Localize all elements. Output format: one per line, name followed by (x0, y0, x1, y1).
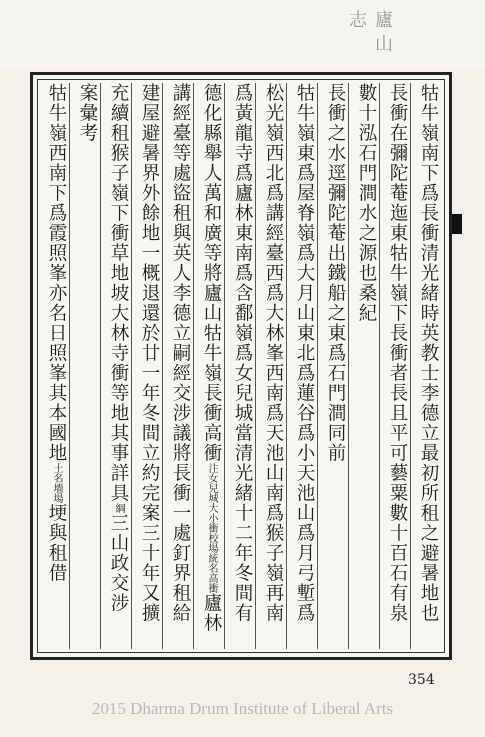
text-column-5: 牯牛嶺東爲屋脊嶺爲大月山東北爲蓮谷爲小天池山爲月弓塹爲 (294, 83, 315, 623)
text-column-4: 長衝之水逕彌陀菴出鐵船之東爲石門澗同前 (325, 83, 346, 463)
text-column-7: 爲黃龍寺爲廬林東南爲含鄱嶺爲女兒城當清光緒十二年冬間有 (232, 83, 253, 623)
page-number: 354 (408, 672, 435, 688)
text-column-8 (196, 83, 226, 649)
text-column-3: 數十泓石門澗水之源也桑紀 (356, 83, 377, 323)
column-13-tail: 埂與租借 (46, 503, 67, 583)
column-13-note: 土名墻場 (51, 463, 62, 503)
column-11-main: 充續租猴子嶺下衝草地坡大林寺衝等地其事詳具 (108, 83, 129, 503)
text-column-10: 建屋避暑界外餘地一概退還於廿一年冬間立約完案三十年又擴 (139, 83, 160, 623)
column-8-tail: 廬林 (201, 593, 222, 633)
column-11-note: 綱 (113, 503, 124, 513)
text-column-2: 長衝在彌陀菴迤東牯牛嶺下長衝者長且平可藝粟數十百石有泉 (387, 83, 408, 623)
top-margin-chars: 廬山志 (346, 10, 393, 58)
previous-page-strip (0, 0, 485, 70)
text-frame (30, 72, 452, 660)
text-column-13 (41, 83, 71, 649)
text-column-1: 牯牛嶺南下爲長衝清光緒時英教士李德立最初所租之避暑地也 (418, 83, 439, 623)
watermark: 2015 Dharma Drum Institute of Liberal Arts (91, 699, 394, 718)
text-column-9: 講經臺等處盜租與英人李德立嗣經交涉議將長衝一處釘界租給 (170, 83, 191, 623)
column-13-main: 牯牛嶺西南下爲霞照峯亦名日照峯其本國地 (46, 83, 67, 463)
text-column-11 (103, 83, 133, 649)
column-8-note: 注女兒城大小衝校場統名高衝 (206, 463, 217, 593)
text-column-12: 案彙考 (77, 83, 98, 143)
column-11-tail: 三山政交涉 (108, 513, 129, 613)
column-8-main: 德化縣舉人萬和廣等將廬山牯牛嶺長衝高衝 (201, 83, 222, 463)
text-column-6: 松光嶺西北爲講經臺西爲大林峯西南爲天池山南爲猴子嶺再南 (263, 83, 284, 623)
